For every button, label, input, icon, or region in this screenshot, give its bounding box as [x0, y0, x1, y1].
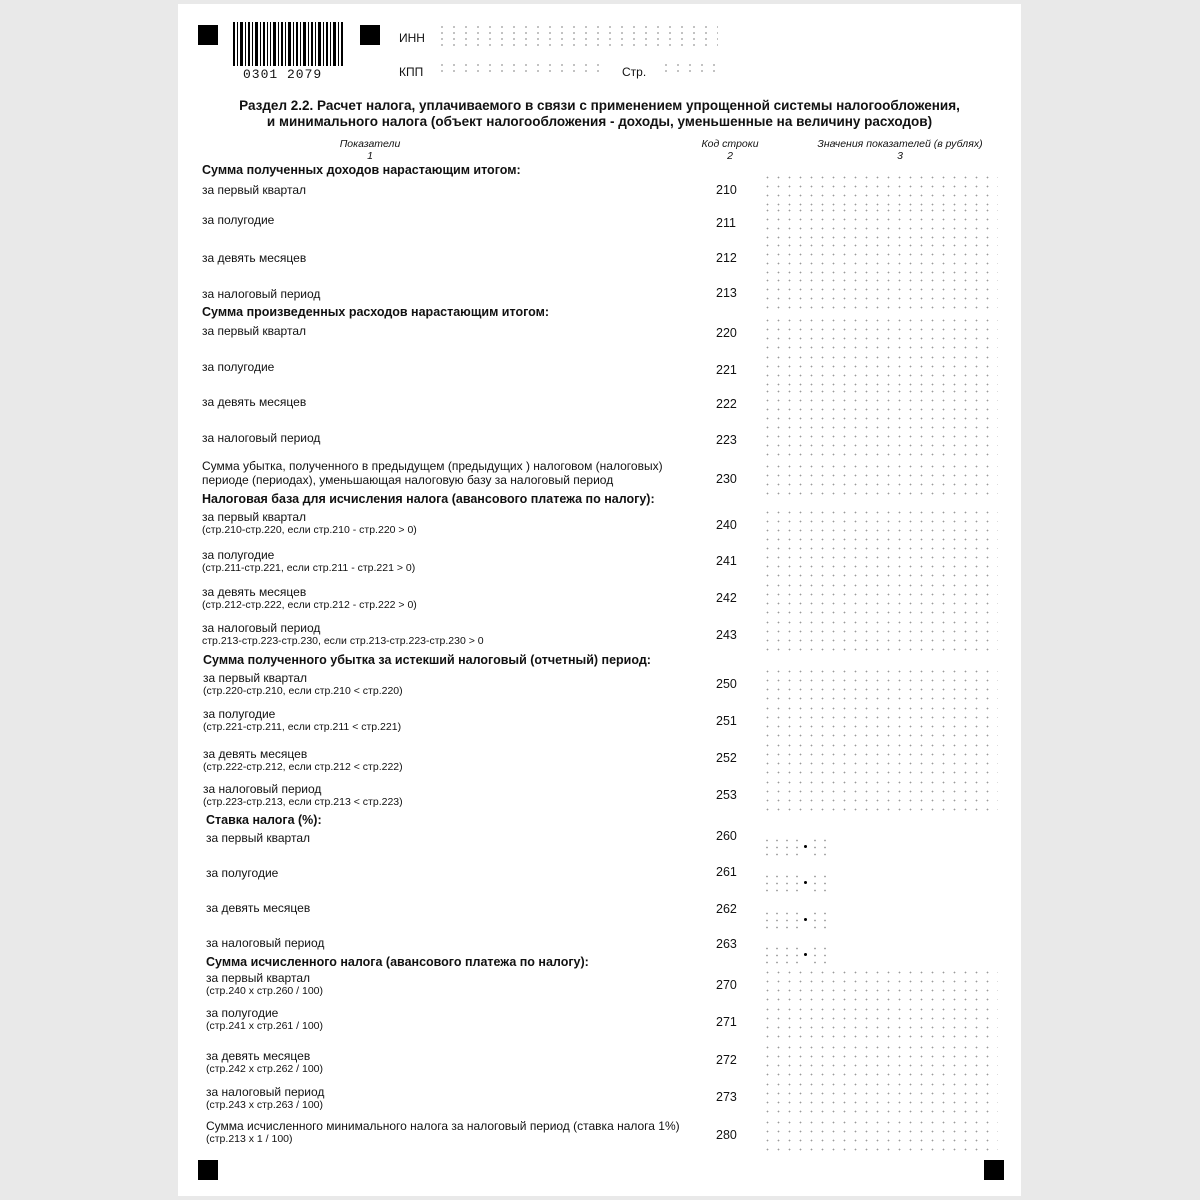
value-field-273[interactable]	[762, 1080, 998, 1114]
row-code-242: 242	[716, 591, 737, 605]
row-code-273: 273	[716, 1090, 737, 1104]
row-formula-230: периоде (периодах), уменьшающая налоговую базу за налоговый период	[202, 473, 614, 487]
row-label-260: за первый квартал	[206, 831, 311, 845]
value-field-221[interactable]	[762, 353, 998, 387]
value-field-263[interactable]	[762, 945, 802, 965]
column-header-code-num: 2	[727, 150, 733, 162]
row-code-270: 270	[716, 978, 737, 992]
row-code-212: 212	[716, 251, 737, 265]
row-code-211: 211	[716, 216, 736, 230]
row-code-230: 230	[716, 472, 737, 486]
value-field-210[interactable]	[762, 173, 998, 207]
row-code-223: 223	[716, 433, 737, 447]
row-label-251: за полугодие	[203, 707, 276, 721]
row-label-272: за девять месяцев	[206, 1049, 311, 1063]
row-formula-242: (стр.212-стр.222, если стр.212 - стр.222 > 0)	[202, 599, 417, 611]
decimal-point-261	[804, 881, 807, 884]
value-field-fraction-262[interactable]	[810, 910, 830, 930]
row-label-250: за первый квартал	[203, 671, 308, 685]
row-code-243: 243	[716, 628, 737, 642]
section-heading-expenses: Сумма произведенных расходов нарастающим итогом:	[202, 305, 549, 319]
section-heading-income: Сумма полученных доходов нарастающим итогом:	[202, 163, 521, 177]
row-formula-252: (стр.222-стр.212, если стр.212 < стр.222)	[203, 761, 403, 773]
corner-marker-top-left	[198, 25, 218, 45]
row-code-272: 272	[716, 1053, 737, 1067]
value-field-241[interactable]	[762, 544, 998, 578]
kpp-field[interactable]	[436, 62, 606, 76]
row-formula-241: (стр.211-стр.221, если стр.211 - стр.221 > 0)	[202, 562, 416, 574]
value-field-220[interactable]	[762, 316, 998, 350]
row-label-271: за полугодие	[206, 1006, 279, 1020]
row-code-251: 251	[716, 714, 737, 728]
row-code-261: 261	[716, 865, 737, 879]
row-code-221: 221	[716, 363, 737, 377]
row-label-273: за налоговый период	[206, 1085, 325, 1099]
page-field[interactable]	[660, 62, 718, 76]
corner-marker-top-center	[360, 25, 380, 45]
value-field-223[interactable]	[762, 423, 998, 457]
row-code-262: 262	[716, 902, 737, 916]
column-header-code: Код строки	[701, 138, 759, 150]
section-title-line2: и минимального налога (объект налогообложения - доходы, уменьшенные на величину расходов)	[266, 114, 933, 129]
row-label-261: за полугодие	[206, 866, 279, 880]
row-formula-253: (стр.223-стр.213, если стр.213 < стр.223)	[203, 796, 403, 808]
row-code-253: 253	[716, 788, 737, 802]
row-code-280: 280	[716, 1128, 737, 1142]
value-field-260[interactable]	[762, 837, 802, 857]
value-field-253[interactable]	[762, 778, 998, 812]
value-field-261[interactable]	[762, 873, 802, 893]
value-field-211[interactable]	[762, 206, 998, 240]
row-code-263: 263	[716, 937, 737, 951]
decimal-point-262	[804, 918, 807, 921]
value-field-252[interactable]	[762, 741, 998, 775]
row-label-242: за девять месяцев	[202, 585, 307, 599]
row-formula-273: (стр.243 х стр.263 / 100)	[206, 1099, 324, 1111]
row-code-222: 222	[716, 397, 737, 411]
kpp-label: КПП	[399, 65, 424, 79]
row-label-241: за полугодие	[202, 548, 275, 562]
row-formula-272: (стр.242 х стр.262 / 100)	[206, 1063, 324, 1075]
row-code-240: 240	[716, 518, 737, 532]
row-label-222: за девять месяцев	[202, 395, 307, 409]
row-label-262: за девять месяцев	[206, 901, 311, 915]
inn-field[interactable]	[436, 24, 718, 48]
row-label-270: за первый квартал	[206, 971, 311, 985]
row-label-221: за полугодие	[202, 360, 275, 374]
section-heading-loss: Сумма полученного убытка за истекший налоговый (отчетный) период:	[203, 653, 651, 667]
inn-label: ИНН	[399, 31, 425, 45]
row-formula-280: (стр.213 х 1 / 100)	[206, 1133, 293, 1145]
row-label-263: за налоговый период	[206, 936, 325, 950]
row-label-280: Сумма исчисленного минимального налога за налоговый период (ставка налога 1%)	[206, 1119, 680, 1133]
value-field-240[interactable]	[762, 508, 998, 542]
page-label: Стр.	[622, 65, 647, 79]
row-label-253: за налоговый период	[203, 782, 322, 796]
row-formula-243: стр.213-стр.223-стр.230, если стр.213-стр.223-стр.230 > 0	[202, 635, 484, 647]
row-code-241: 241	[716, 554, 737, 568]
row-code-210: 210	[716, 183, 737, 197]
row-label-210: за первый квартал	[202, 183, 307, 197]
value-field-280[interactable]	[762, 1118, 998, 1152]
section-heading-base: Налоговая база для исчисления налога (авансового платежа по налогу):	[202, 492, 655, 506]
row-formula-271: (стр.241 х стр.261 / 100)	[206, 1020, 324, 1032]
value-field-212[interactable]	[762, 241, 998, 275]
row-formula-270: (стр.240 х стр.260 / 100)	[206, 985, 324, 997]
value-field-230[interactable]	[762, 462, 998, 496]
row-label-243: за налоговый период	[202, 621, 321, 635]
value-field-fraction-261[interactable]	[810, 873, 830, 893]
section-heading-rate: Ставка налога (%):	[206, 813, 322, 827]
value-field-250[interactable]	[762, 667, 998, 701]
section-title-line1: Раздел 2.2. Расчет налога, уплачиваемого в связи с применением упрощенной системы налогообложения,	[239, 98, 960, 113]
section-heading-tax: Сумма исчисленного налога (авансового платежа по налогу):	[206, 955, 589, 969]
row-formula-251: (стр.221-стр.211, если стр.211 < стр.221)	[203, 721, 402, 733]
corner-marker-bottom-right	[984, 1160, 1004, 1180]
barcode-graphic	[233, 22, 343, 66]
decimal-point-260	[804, 845, 807, 848]
row-code-260: 260	[716, 829, 737, 843]
row-code-213: 213	[716, 286, 737, 300]
value-field-272[interactable]	[762, 1043, 998, 1077]
value-field-251[interactable]	[762, 704, 998, 738]
row-label-240: за первый квартал	[202, 510, 307, 524]
value-field-243[interactable]	[762, 618, 998, 652]
row-label-223: за налоговый период	[202, 431, 321, 445]
row-code-220: 220	[716, 326, 737, 340]
barcode-number: 0301 2079	[243, 67, 323, 82]
value-field-222[interactable]	[762, 387, 998, 421]
column-header-indicators-num: 1	[367, 150, 373, 162]
value-field-213[interactable]	[762, 276, 998, 310]
value-field-271[interactable]	[762, 1005, 998, 1039]
value-field-fraction-260[interactable]	[810, 837, 830, 857]
value-field-262[interactable]	[762, 910, 802, 930]
row-code-252: 252	[716, 751, 737, 765]
column-header-indicators: Показатели	[339, 138, 401, 150]
row-label-212: за девять месяцев	[202, 251, 307, 265]
value-field-fraction-263[interactable]	[810, 945, 830, 965]
column-header-values: Значения показателей (в рублях)	[817, 138, 983, 150]
row-formula-250: (стр.220-стр.210, если стр.210 < стр.220)	[203, 685, 403, 697]
row-formula-240: (стр.210-стр.220, если стр.210 - стр.220 > 0)	[202, 524, 417, 536]
decimal-point-263	[804, 953, 807, 956]
row-label-220: за первый квартал	[202, 324, 307, 338]
row-code-271: 271	[716, 1015, 737, 1029]
value-field-242[interactable]	[762, 581, 998, 615]
row-label-252: за девять месяцев	[203, 747, 308, 761]
value-field-270[interactable]	[762, 968, 998, 1002]
row-code-250: 250	[716, 677, 737, 691]
corner-marker-bottom-left	[198, 1160, 218, 1180]
row-label-213: за налоговый период	[202, 287, 321, 301]
row-label-230: Сумма убытка, полученного в предыдущем (предыдущих ) налоговом (налоговых)	[202, 459, 663, 473]
column-header-values-num: 3	[897, 150, 903, 162]
row-label-211: за полугодие	[202, 213, 275, 227]
